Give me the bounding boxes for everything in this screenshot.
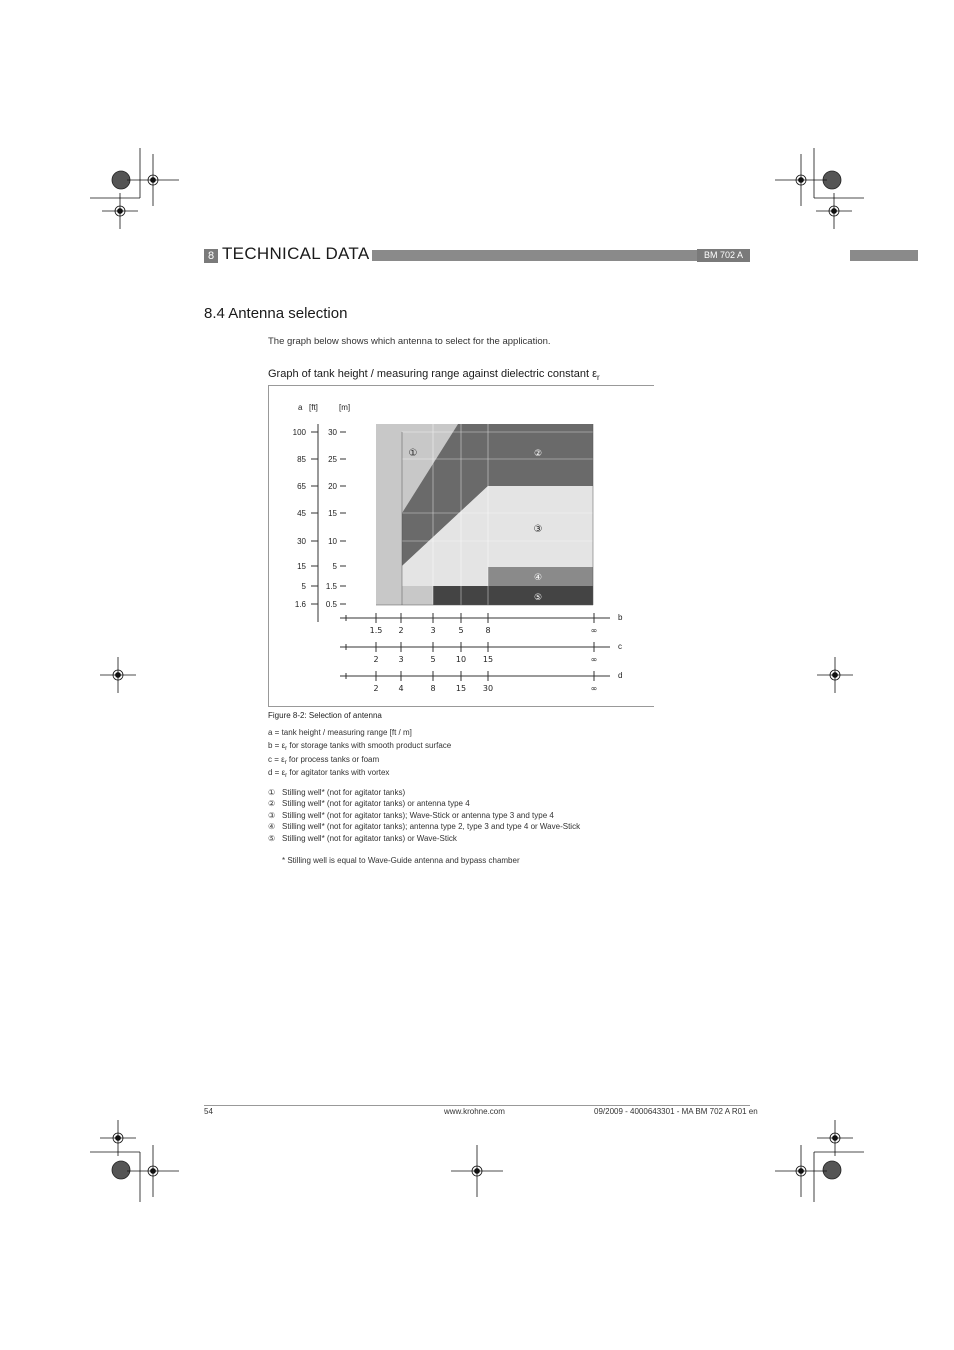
footer-doc-id: 09/2009 - 4000643301 - MA BM 702 A R01 en [594,1107,758,1116]
crop-cross-icon [100,1120,136,1156]
x-tick-label-d: ∞ [590,684,598,693]
footnote: * Stilling well is equal to Wave-Guide antenna and bypass chamber [282,856,520,865]
area-num-5: ⑤ [268,833,276,843]
x-tick-label-d: 2 [373,684,379,693]
y-tick-label-ft: 100 [292,428,306,437]
footer-url: www.krohne.com [444,1107,505,1116]
x-tick-label-b: 1.5 [369,626,383,635]
x-tick-label-b: 2 [398,626,404,635]
x-tick-label-c: 10 [455,655,467,664]
legend-b-sub: r [285,745,288,752]
area-text-3: Stilling well* (not for agitator tanks); Wave-Stick or antenna type 3 and type 4 [282,810,554,820]
area-num-3: ③ [268,810,276,820]
x-tick-label-c: 5 [430,655,436,664]
x-axis-name-d: d [618,671,623,680]
crop-cross-icon [451,1145,503,1197]
x-tick-label-b: ∞ [590,626,598,635]
y-tick-label-m: 20 [328,482,337,491]
y-tick-label-m: 10 [328,537,337,546]
legend-d-post: for agitator tanks with vortex [287,768,390,778]
area-text-1: Stilling well* (not for agitator tanks) [282,788,406,797]
y-tick-label-m: 0.5 [325,600,337,609]
chapter-number: 8 [204,249,218,263]
crop-cross-icon [775,1145,827,1197]
x-tick-label-c: 2 [373,655,379,664]
y-tick-label-ft: 15 [297,562,306,571]
area-text-2: Stilling well* (not for agitator tanks) or antenna type 4 [282,799,470,809]
region-label-5: ⑤ [533,593,543,603]
y-tick-label-ft: 85 [297,455,306,464]
y-tick-label-m: 15 [328,509,337,518]
x-axis-name-b: b [618,613,623,622]
area-text-5: Stilling well* (not for agitator tanks) or Wave-Stick [282,833,457,843]
legend-c-sub: r [284,759,287,766]
legend-b-post: for storage tanks with smooth product surface [287,740,452,750]
region-label-3: ③ [533,524,543,535]
x-tick-label-c: 15 [482,655,494,664]
legend-d-pre: d = ε [268,768,286,778]
figure-heading-sub: r [596,373,600,382]
section-title: 8.4 Antenna selection [204,305,348,322]
region-label-4: ④ [533,573,543,583]
y-tick-label-m: 25 [328,455,337,464]
legend-b-pre: b = ε [268,740,286,750]
x-axis-name-c: c [618,642,622,651]
legend-line-a: a = tank height / measuring range [ft / m] [268,728,412,737]
legend-c-pre: c = ε [268,754,285,764]
area-text-4: Stilling well* (not for agitator tanks); antenna type 2, type 3 and type 4 or Wave-Stick [282,822,581,832]
area-num-4: ④ [268,822,276,832]
color-target-icon [823,1161,841,1179]
crop-cross-icon [100,657,136,693]
page-number: 54 [204,1107,213,1116]
x-tick-label-c: 3 [398,655,404,664]
y-tick-label-m: 30 [328,428,337,437]
region-label-1: ① [408,448,418,459]
y-unit-ft: [ft] [309,403,318,412]
area-num-2: ② [268,799,276,809]
crop-cross-icon [127,1145,179,1197]
y-tick-label-ft: 30 [297,537,306,546]
x-tick-label-b: 5 [458,626,464,635]
y-tick-label-ft: 65 [297,482,306,491]
x-tick-label-d: 4 [398,684,404,693]
x-tick-label-d: 8 [430,684,436,693]
region-label-2: ② [533,449,543,459]
legend-d-sub: r [285,773,288,780]
x-tick-label-b: 8 [485,626,491,635]
legend-c-post: for process tanks or foam [286,754,380,764]
y-tick-label-ft: 1.6 [294,600,306,609]
intro-text: The graph below shows which antenna to select for the application. [268,336,551,347]
figure-caption: Figure 8-2: Selection of antenna [268,711,382,720]
model-badge: BM 702 A [697,249,750,262]
area-num-1: ① [268,788,276,797]
y-tick-label-m: 5 [332,562,337,571]
x-tick-label-d: 15 [455,684,467,693]
y-tick-label-ft: 45 [297,509,306,518]
x-tick-label-d: 30 [482,684,494,693]
chapter-title: TECHNICAL DATA [222,244,370,263]
y-tick-label-m: 1.5 [325,582,337,591]
figure-heading-text: Graph of tank height / measuring range against dielectric constant ε [268,368,597,380]
y-unit-m: [m] [339,403,351,412]
x-tick-label-b: 3 [430,626,436,635]
x-tick-label-c: ∞ [590,655,598,664]
color-target-icon [112,1161,130,1179]
crop-cross-icon [817,1120,853,1156]
y-axis-label: a [298,403,303,412]
crop-cross-icon [817,657,853,693]
y-tick-label-ft: 5 [301,582,306,591]
